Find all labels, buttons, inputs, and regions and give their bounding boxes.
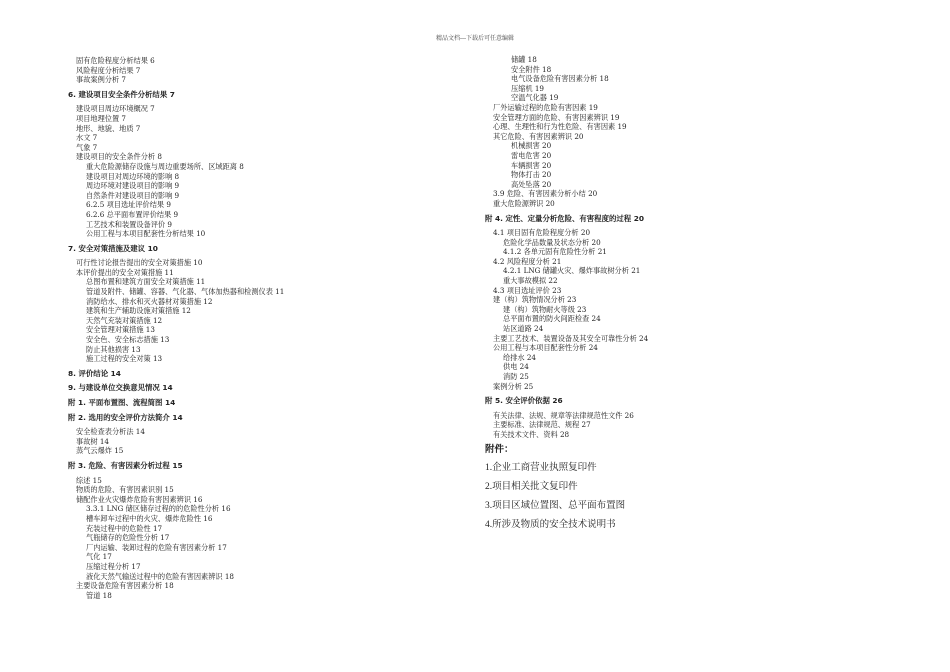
attachment-item: 2.项目相关批文复印件 xyxy=(485,481,578,492)
toc-entry: 事故案例分析 7 xyxy=(76,75,126,85)
toc-entry: 4.2 风险程度分析 21 xyxy=(493,256,562,266)
toc-entry: 重大危险源储存设施与周边重要场所、区域距离 8 xyxy=(86,161,244,171)
toc-entry: 3.9 危险、有害因素分析小结 20 xyxy=(493,189,598,199)
toc-entry: 安全管理对策措施 13 xyxy=(86,325,155,335)
toc-section-heading: 8. 评价结论 14 xyxy=(68,368,121,378)
toc-entry: 6.2.5 项目选址评价结果 9 xyxy=(86,200,171,210)
toc-entry: 可行性讨论报告提出的安全对策措施 10 xyxy=(76,258,203,268)
toc-entry: 液化天然气输送过程中的危险有害因素辨识 18 xyxy=(86,571,234,581)
toc-entry: 物质的危险、有害因素识别 15 xyxy=(76,485,174,495)
toc-entry: 高处坠落 20 xyxy=(511,179,552,189)
toc-entry: 压缩机 19 xyxy=(511,83,544,93)
toc-entry: 建筑和生产辅助设施对策措施 12 xyxy=(86,306,191,316)
toc-entry: 自然条件对建设项目的影响 9 xyxy=(86,190,180,200)
toc-entry: 厂外运输过程的危险有害因素 19 xyxy=(493,102,598,112)
toc-entry: 建设项目的安全条件分析 8 xyxy=(76,152,162,162)
toc-entry: 心理、生理性和行为性危险、有害因素 19 xyxy=(493,122,627,132)
toc-entry: 建（构）筑物耐火等级 23 xyxy=(503,304,587,314)
toc-entry: 公用工程与本项目配套性分析 24 xyxy=(493,343,598,353)
toc-entry: 管道及附件、储罐、容器、气化器、气体加热器和检测仪表 11 xyxy=(86,287,285,297)
toc-entry: 公用工程与本项目配套性分析结果 10 xyxy=(86,229,206,239)
toc-entry: 物体打击 20 xyxy=(511,170,552,180)
toc-entry: 有关法律、法规、规章等法律规范性文件 26 xyxy=(493,410,634,420)
toc-entry: 雷电危害 20 xyxy=(511,150,552,160)
toc-section-heading: 6. 建设项目安全条件分析结果 7 xyxy=(68,89,175,99)
toc-section-heading: 附 3. 危险、有害因素分析过程 15 xyxy=(68,460,183,470)
toc-entry: 施工过程的安全对策 13 xyxy=(86,354,163,364)
toc-entry: 给排水 24 xyxy=(503,352,536,362)
toc-entry: 重大危险源辨识 20 xyxy=(493,198,555,208)
toc-entry: 气化 17 xyxy=(86,552,112,562)
toc-entry: 事故树 14 xyxy=(76,436,109,446)
toc-entry: 气瓶储存的危险性分析 17 xyxy=(86,533,170,543)
toc-entry: 固有危险程度分析结果 6 xyxy=(76,56,155,65)
toc-section-heading: 附 4. 定性、定量分析危险、有害程度的过程 20 xyxy=(485,213,644,223)
toc-entry: 4.1.2 各单元固有危险性分析 21 xyxy=(503,247,607,257)
toc-entry: 建（构）筑物情况分析 23 xyxy=(493,295,577,305)
toc-entry: 储配作业火灾爆炸危险有害因素辨识 16 xyxy=(76,494,203,504)
toc-entry: 有关技术文件、资料 28 xyxy=(493,429,570,439)
toc-entry: 建设项目对周边环境的影响 8 xyxy=(86,171,180,181)
toc-entry: 厂内运输、装卸过程的危险有害因素分析 17 xyxy=(86,542,227,552)
toc-entry: 电气设备危险有害因素分析 18 xyxy=(511,74,609,84)
toc-entry: 地形、地貌、地质 7 xyxy=(76,123,141,133)
toc-entry: 3.3.1 LNG 储区储存过程的的危险性分析 16 xyxy=(86,504,231,514)
toc-entry: 周边环境对建设项目的影响 9 xyxy=(86,181,180,191)
toc-entry: 主要标准、法律规范、规程 27 xyxy=(493,420,591,430)
toc-entry: 工艺技术和装置设备评价 9 xyxy=(86,219,172,229)
toc-left-column xyxy=(68,56,468,600)
toc-right-entries xyxy=(485,55,885,440)
toc-entry: 安全管理方面的危险、有害因素辨识 19 xyxy=(493,112,620,122)
toc-entry: 主要设备危险有害因素分析 18 xyxy=(76,581,174,591)
toc-entry: 案例分析 25 xyxy=(493,381,534,391)
toc-entry: 风险程度分析结果 7 xyxy=(76,65,141,75)
toc-section-heading: 7. 安全对策措施及建议 10 xyxy=(68,243,158,253)
toc-entry: 气象 7 xyxy=(76,142,98,152)
toc-entry: 天然气充装对策措施 12 xyxy=(86,315,163,325)
toc-entry: 站区道路 24 xyxy=(503,324,544,334)
toc-entry: 4.3 项目选址评价 23 xyxy=(493,285,562,295)
toc-entry: 总平面布置的防火间距检查 24 xyxy=(503,314,601,324)
toc-entry: 机械损害 20 xyxy=(511,141,552,151)
attachment-item: 1.企业工商营业执照复印件 xyxy=(485,462,597,473)
toc-section-heading: 9. 与建设单位交换意见情况 14 xyxy=(68,383,173,393)
toc-section-heading: 附 5. 安全评价依据 26 xyxy=(485,396,563,406)
attachments-title: 附件： xyxy=(485,443,514,455)
toc-entry: 安全附件 18 xyxy=(511,64,552,74)
toc-entry: 水文 7 xyxy=(76,133,98,143)
toc-entry: 消防 25 xyxy=(503,372,529,381)
toc-entry: 危险化学品数量及状态分析 20 xyxy=(503,237,601,247)
toc-entry: 重大事故模拟 22 xyxy=(503,276,558,286)
toc-section-heading: 附 1. 平面布置图、流程简图 14 xyxy=(68,398,176,407)
toc-entry: 安全色、安全标志措施 13 xyxy=(86,335,170,345)
page-header: 精品文档---下载后可任意编辑 xyxy=(435,35,515,42)
toc-entry: 车辆损害 20 xyxy=(511,160,552,170)
toc-entry: 充装过程中的危险性 17 xyxy=(86,523,163,533)
toc-entry: 其它危险、有害因素辨识 20 xyxy=(493,131,584,141)
toc-entry: 主要工艺技术、装置设备及其安全可靠性分析 24 xyxy=(493,333,649,343)
toc-entry: 安全检查表分析法 14 xyxy=(76,427,145,437)
toc-entry: 供电 24 xyxy=(503,362,529,372)
toc-section-heading: 附 2. 选用的安全评价方法简介 14 xyxy=(68,412,183,422)
toc-entry: 槽车卸车过程中的火灾、爆炸危险性 16 xyxy=(86,513,213,523)
toc-entry: 本评价提出的安全对策措施 11 xyxy=(76,267,174,277)
toc-entry: 管道 18 xyxy=(86,590,112,600)
toc-entry: 6.2.6 总平面布置评价结果 9 xyxy=(86,209,179,219)
toc-entry: 综述 15 xyxy=(76,475,102,485)
toc-entry: 项目地理位置 7 xyxy=(76,113,126,123)
attachment-item: 4.所涉及物质的安全技术说明书 xyxy=(485,519,616,530)
toc-entry: 消防给水、排水和灭火器材对策措施 12 xyxy=(86,296,213,306)
toc-entry: 压缩过程分析 17 xyxy=(86,561,141,571)
toc-entry: 储罐 18 xyxy=(511,55,537,64)
attachment-item: 3.项目区域位置图、总平面布置图 xyxy=(485,500,626,511)
toc-entry: 4.1 项目固有危险程度分析 20 xyxy=(493,228,591,238)
toc-entry: 建设项目周边环境概况 7 xyxy=(76,104,155,114)
toc-entry: 4.2.1 LNG 储罐火灾、爆炸事故树分析 21 xyxy=(503,266,641,276)
toc-entry: 防止其他损害 13 xyxy=(86,344,141,354)
toc-entry: 总图布置和建筑方面安全对策措施 11 xyxy=(86,277,206,287)
toc-entry: 蒸气云爆炸 15 xyxy=(76,446,124,456)
toc-entry: 空温气化器 19 xyxy=(511,93,559,103)
toc-right-column xyxy=(485,55,885,532)
